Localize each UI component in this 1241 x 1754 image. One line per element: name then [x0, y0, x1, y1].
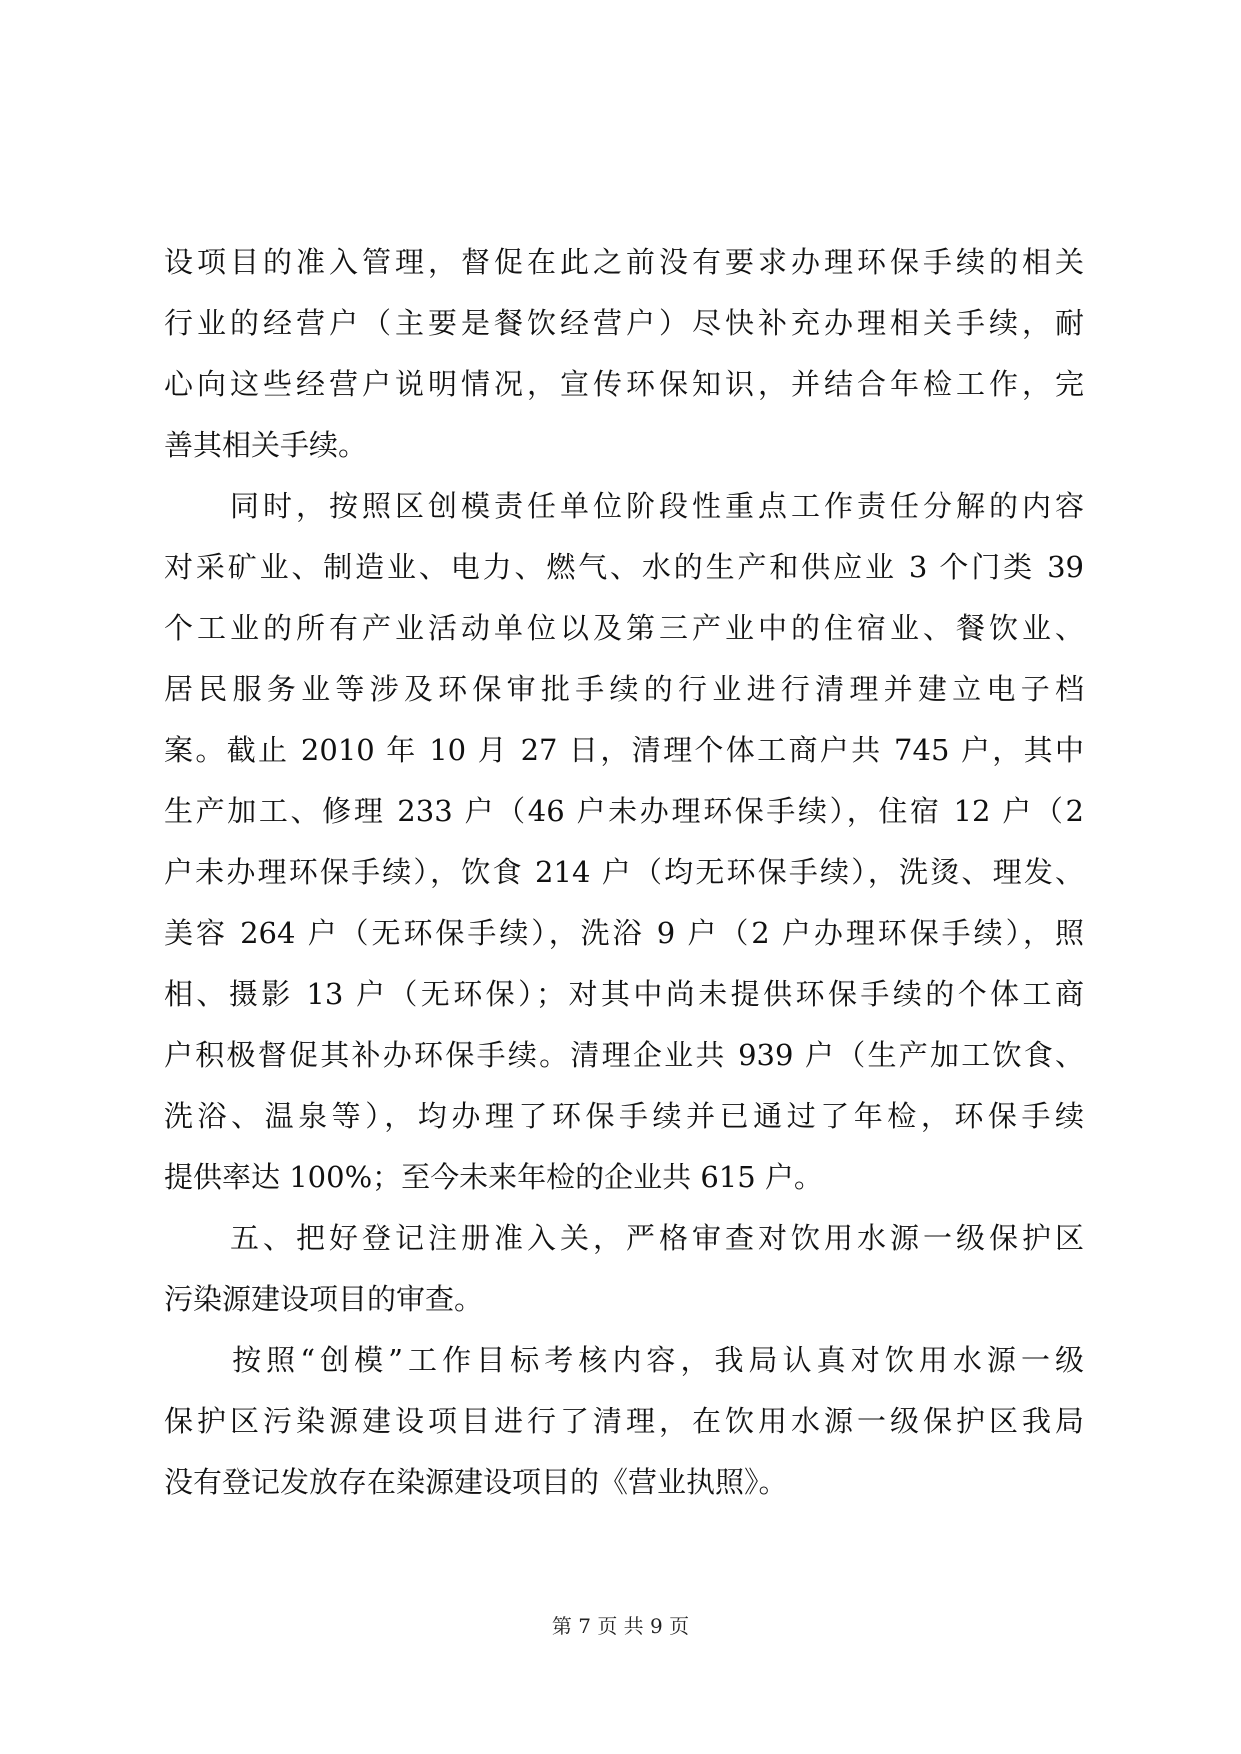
- text-line: 污染源建设项目的审查。: [164, 1282, 484, 1316]
- text-line: 户积极督促其补办环保手续。清理企业共 939 户（生产加工饮食、: [164, 1038, 1084, 1072]
- text-line: 保护区污染源建设项目进行了清理，在饮用水源一级保护区我局: [164, 1404, 1084, 1438]
- paragraph: [164, 476, 1084, 1208]
- text-line: 个工业的所有产业活动单位以及第三产业中的住宿业、餐饮业、: [164, 611, 1084, 645]
- text-line: 五、把好登记注册准入关，严格审查对饮用水源一级保护区: [164, 1221, 1084, 1255]
- text-line: 生产加工、修理 233 户（46 户未办理环保手续），住宿 12 户（2: [164, 794, 1084, 828]
- text-line: 美容 264 户（无环保手续），洗浴 9 户（2 户办理环保手续），照: [164, 916, 1084, 950]
- body-text: [164, 232, 1084, 1513]
- text-line: 居民服务业等涉及环保审批手续的行业进行清理并建立电子档: [164, 672, 1084, 706]
- text-line: 洗浴、温泉等），均办理了环保手续并已通过了年检，环保手续: [164, 1099, 1084, 1133]
- paragraph: [164, 1330, 1084, 1513]
- text-line: 善其相关手续。: [164, 428, 368, 462]
- text-line: 心向这些经营户说明情况，宣传环保知识，并结合年检工作，完: [164, 367, 1084, 401]
- text-line: 案。截止 2010 年 10 月 27 日，清理个体工商户共 745 户，其中: [164, 733, 1084, 767]
- paragraph: [164, 1208, 1084, 1330]
- text-line: 提供率达 100%；至今未来年检的企业共 615 户。: [164, 1160, 823, 1194]
- text-line: 户未办理环保手续），饮食 214 户（均无环保手续），洗烫、理发、: [164, 855, 1084, 889]
- text-line: 按照“创模”工作目标考核内容，我局认真对饮用水源一级: [164, 1343, 1084, 1377]
- text-line: 对采矿业、制造业、电力、燃气、水的生产和供应业 3 个门类 39: [164, 550, 1084, 584]
- text-line: 行业的经营户（主要是餐饮经营户）尽快补充办理相关手续，耐: [164, 306, 1084, 340]
- text-line: 没有登记发放存在染源建设项目的《营业执照》。: [164, 1465, 788, 1499]
- paragraph: [164, 232, 1084, 476]
- page-number-footer: 第 7 页 共 9 页: [551, 1614, 690, 1638]
- text-line: 相、摄影 13 户（无环保）；对其中尚未提供环保手续的个体工商: [164, 977, 1084, 1011]
- text-line: 设项目的准入管理，督促在此之前没有要求办理环保手续的相关: [164, 245, 1084, 279]
- text-line: 同时，按照区创模责任单位阶段性重点工作责任分解的内容: [164, 489, 1084, 523]
